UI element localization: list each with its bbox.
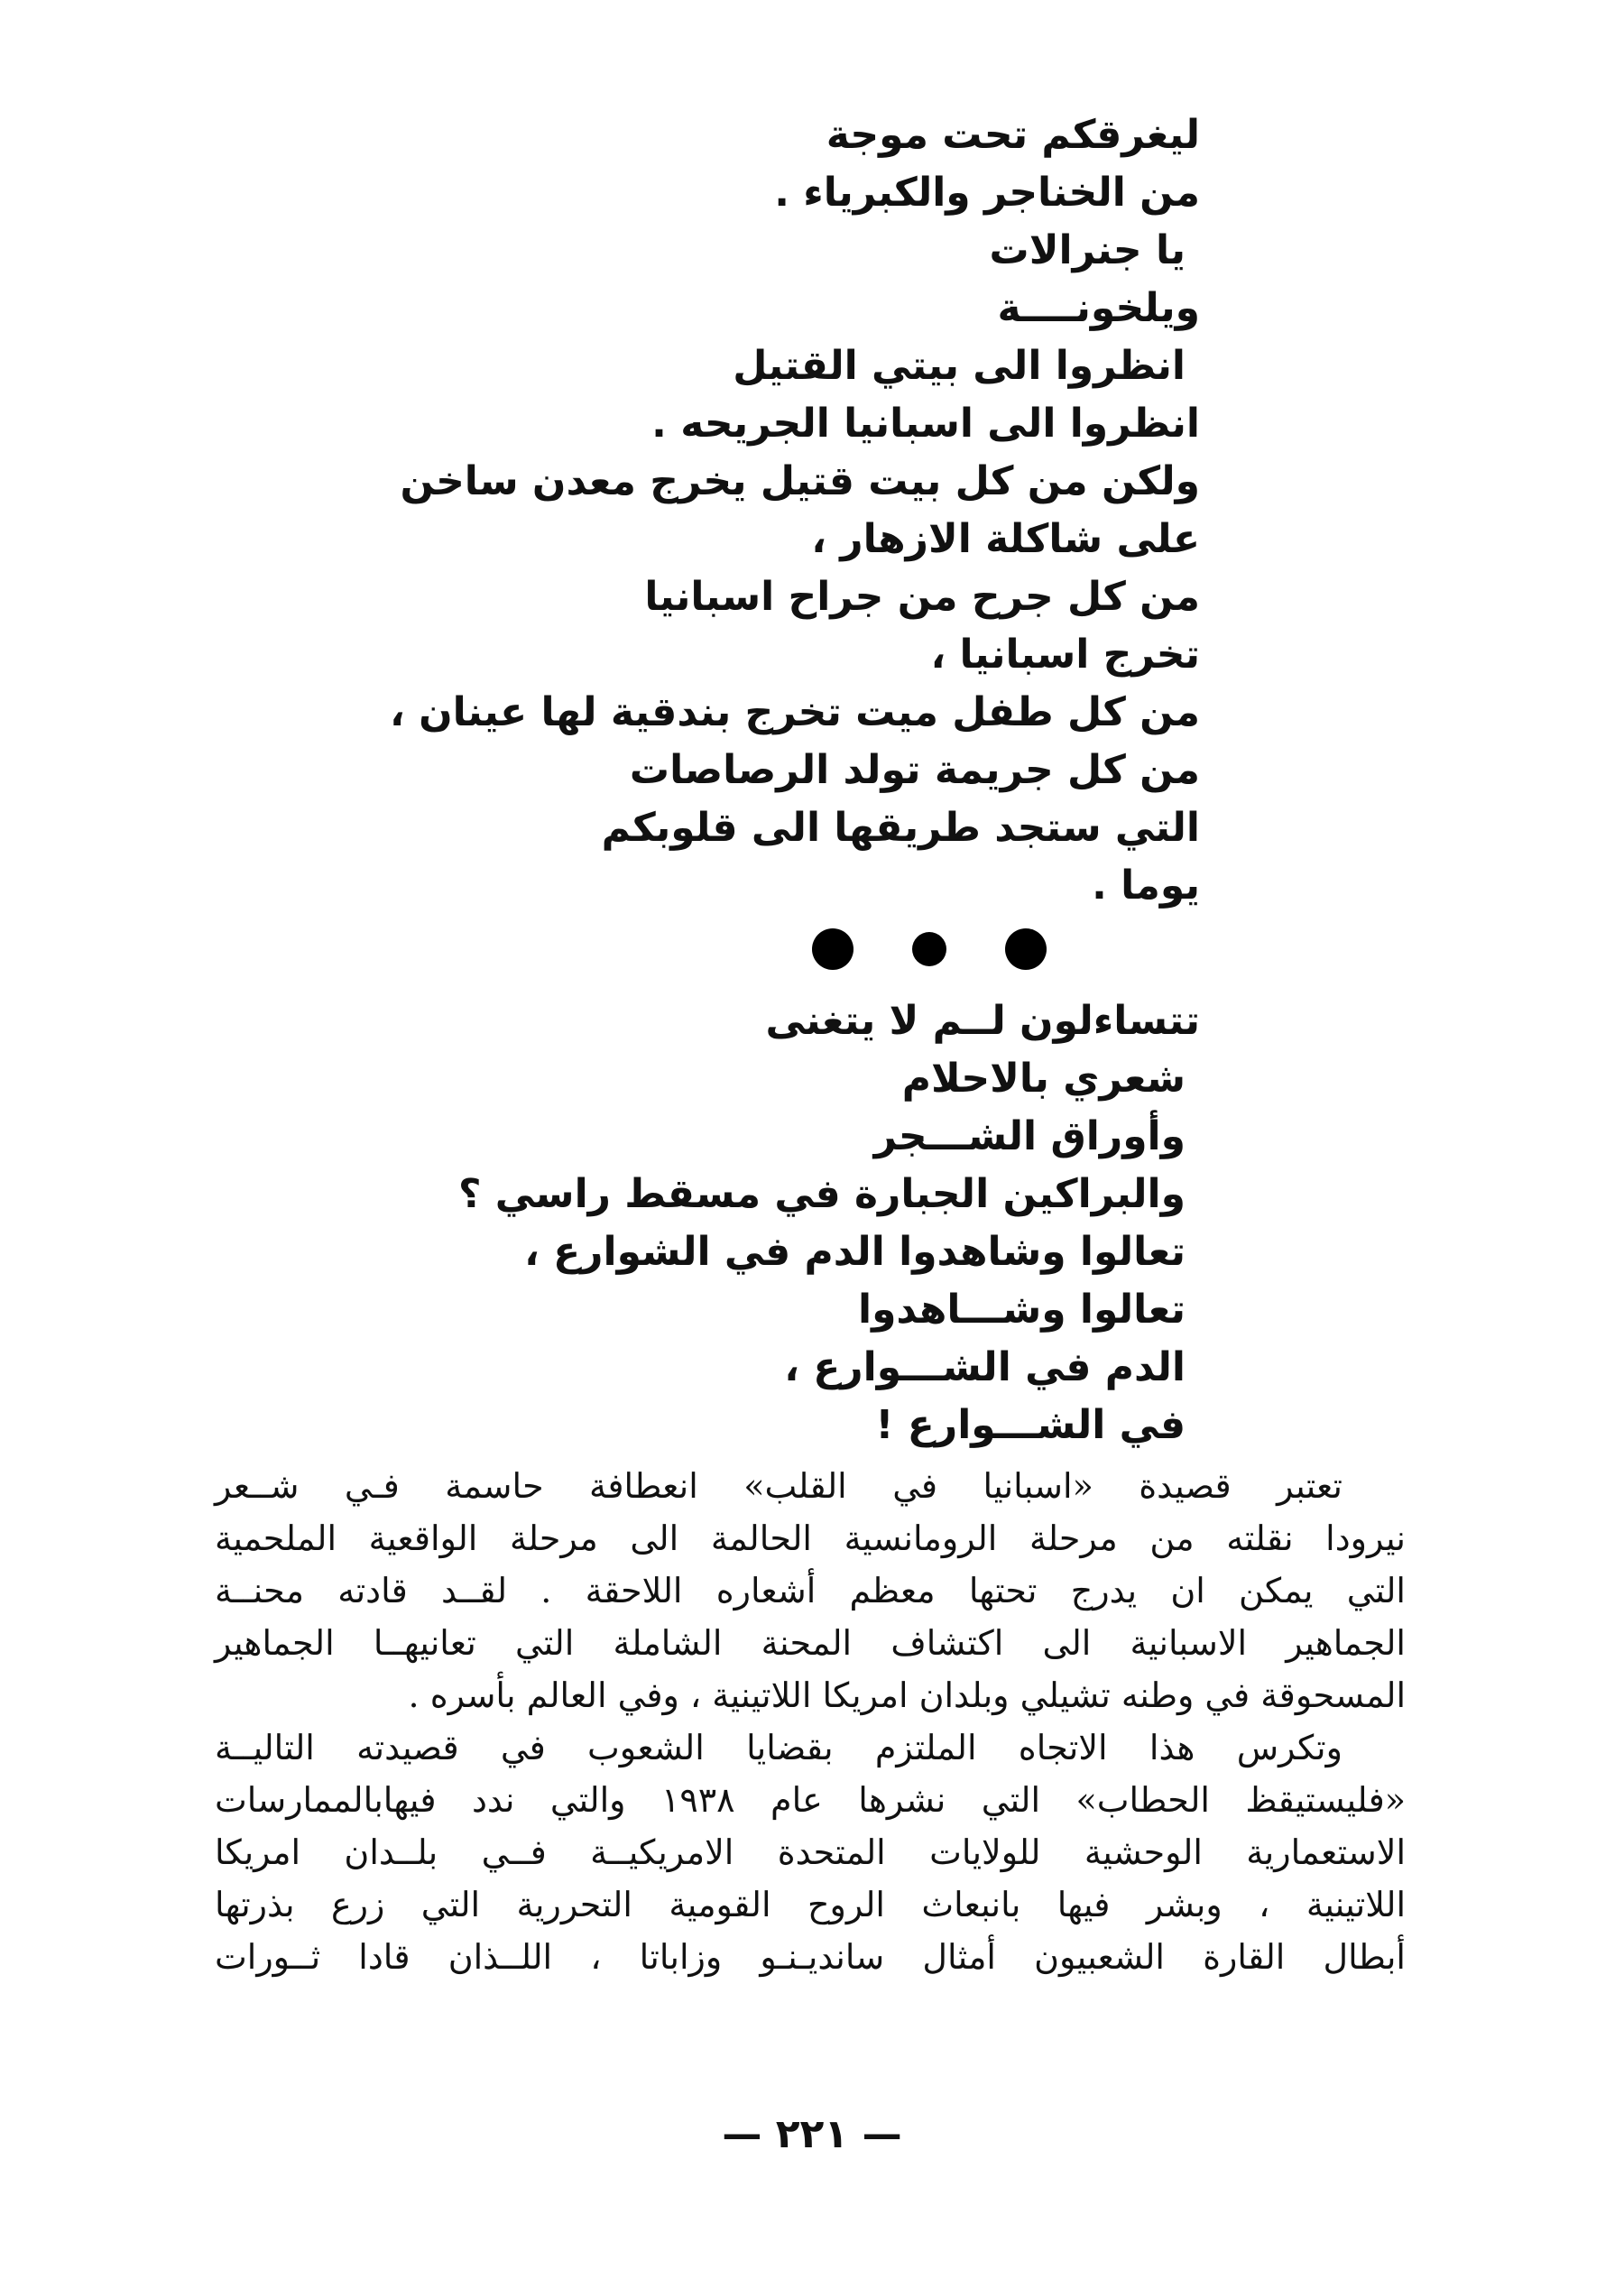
poem-line: تعالوا وشـــاهدوا: [858, 1287, 1186, 1333]
poem-line: الدم في الشـــوارع ،: [784, 1344, 1186, 1390]
poem-line: ويلخونــــة: [997, 285, 1200, 331]
poem-line: انظروا الى اسبانيا الجريحه .: [651, 401, 1200, 447]
prose-line: اللاتينية ، وبشر فيها بانبعاث الروح القومية التحررية التي زرع بذرتها: [215, 1885, 1406, 1924]
page-number: — ٢٢١ —: [722, 2111, 902, 2157]
poem-line: ليغرقكم تحت موجة: [826, 112, 1200, 158]
separator-dot-icon: [812, 928, 854, 970]
poem-line: على شاكلة الازهار ،: [811, 516, 1200, 562]
prose-body: [215, 1460, 1406, 1983]
poem-line: ولكن من كل بيت قتيل يخرج معدن ساخن: [400, 458, 1200, 504]
prose-line: تعتبر قصيدة «اسبانيا في القلب» انعطافة حاسمة فـي شــعر: [215, 1466, 1343, 1506]
poem-line: تخرج اسبانيا ،: [930, 632, 1200, 678]
prose-line: الجماهير الاسبانية الى اكتشاف المحنة الشاملة التي تعانيهــا الجماهير: [215, 1623, 1406, 1663]
poem-line: من الخناجر والكبرياء .: [774, 170, 1200, 216]
poem-line: انظروا الى بيتي القتيل: [733, 343, 1186, 389]
poem-line: من كل جريمة تولد الرصاصات: [629, 747, 1200, 793]
poem-line: يوما .: [1092, 863, 1200, 909]
prose-line: التي يمكن ان يدرج تحتها معظم أشعاره اللاحقة . لقــد قادته محنــة: [215, 1571, 1406, 1610]
poem-line: تتساءلون لــم لا يتغنى: [765, 998, 1200, 1044]
prose-line: «فليستيقظ الحطاب» التي نشرها عام ١٩٣٨ والتي ندد فيهابالممارسات: [215, 1780, 1406, 1820]
separator-dot-icon: [912, 932, 946, 966]
poem-line: من كل طفل ميت تخرج بندقية لها عينان ،: [390, 689, 1200, 735]
poem-line: والبراكين الجبارة في مسقط راسي ؟: [457, 1171, 1186, 1217]
poem-line: من كل جرح من جراح اسبانيا: [644, 574, 1200, 620]
poem-line: يا جنرالات: [989, 227, 1186, 273]
prose-line: المسحوقة في وطنه تشيلي وبلدان امريكا اللاتينية ، وفي العالم بأسره .: [408, 1675, 1406, 1715]
poem-line: وأوراق الشـــجر: [873, 1113, 1186, 1159]
poem-stanza-1: [298, 106, 1200, 915]
poem-line: شعري بالاحلام: [901, 1056, 1186, 1102]
prose-line: نيرودا نقلته من مرحلة الرومانسية الحالمة الى مرحلة الواقعية الملحمية: [215, 1518, 1406, 1558]
section-separator: [812, 922, 1047, 976]
poem-line: في الشـــوارع !: [875, 1402, 1186, 1448]
separator-dot-icon: [1005, 928, 1047, 970]
poem-line: التي ستجد طريقها الى قلوبكم: [601, 805, 1200, 851]
prose-line: الاستعمارية الوحشية للولايات المتحدة الامريكيــة فــي بلــدان امريكا: [215, 1832, 1406, 1872]
prose-line: أبطال القارة الشعبيون أمثال سانديـنـو وزاباتا ، اللــذان قادا ثــورات: [215, 1937, 1406, 1977]
poem-stanza-2: [298, 992, 1200, 1454]
poem-line: تعالوا وشاهدوا الدم في الشوارع ،: [524, 1229, 1186, 1275]
prose-line: وتكرس هذا الاتجاه الملتزم بقضايا الشعوب في قصيدته التاليــة: [215, 1728, 1343, 1767]
